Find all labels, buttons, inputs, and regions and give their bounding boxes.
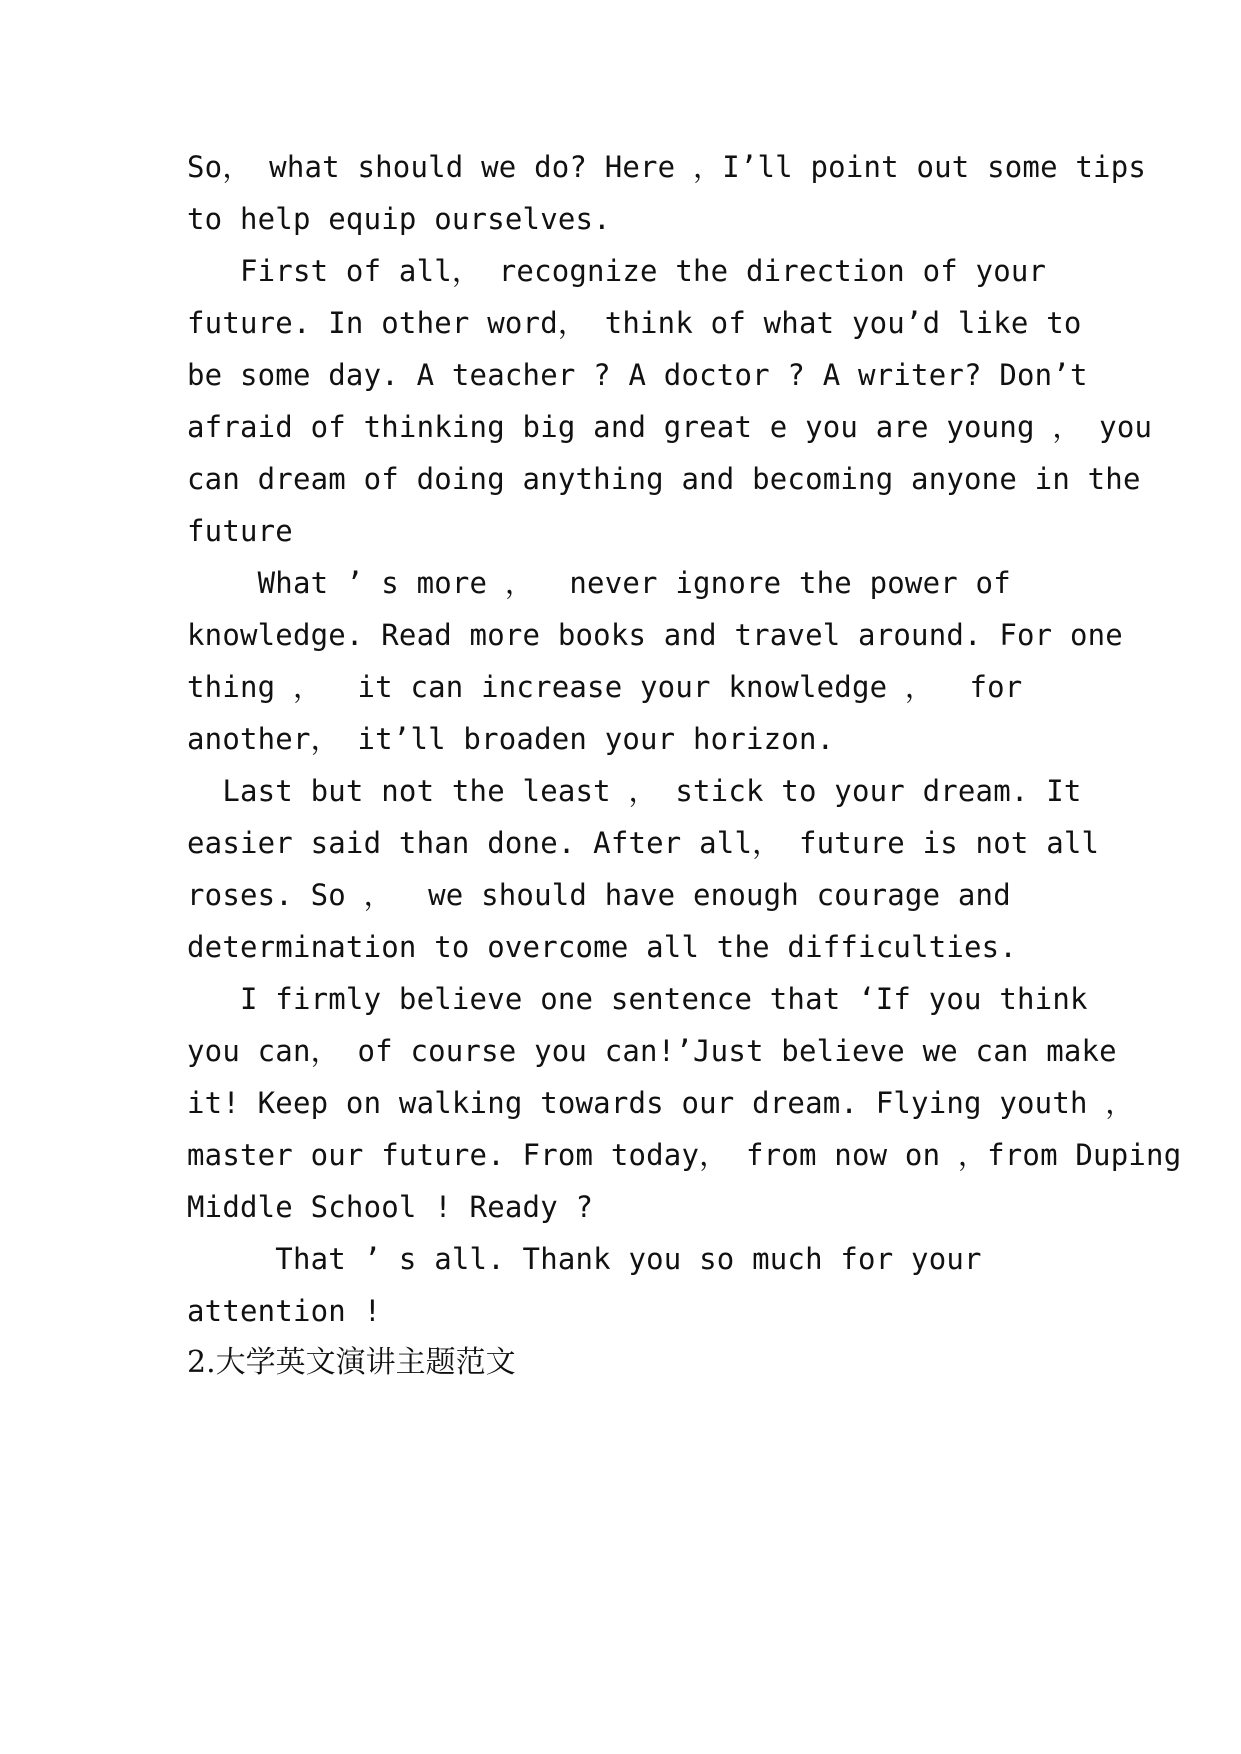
text-line: it! Keep on walking towards our dream. Flying youth ， bbox=[187, 1086, 1135, 1120]
text-line: be some day. A teacher ? A doctor ? A writer? Don’t bbox=[187, 358, 1088, 392]
section-heading: 2.大学英文演讲主题范文 bbox=[187, 1345, 516, 1380]
text-line: So， what should we do? Here ，I’ll point out some tips bbox=[187, 150, 1147, 184]
text-line: I firmly believe one sentence that ‘If you think bbox=[187, 982, 1088, 1016]
text-line: roses. So ， we should have enough courage and bbox=[187, 878, 1011, 912]
text-line: What ’ s more ， never ignore the power of bbox=[187, 566, 1011, 600]
text-line: master our future. From today， from now on ，from Duping bbox=[187, 1138, 1182, 1172]
text-line: future bbox=[187, 514, 293, 548]
text-line: First of all， recognize the direction of your bbox=[187, 254, 1047, 288]
text-line: determination to overcome all the difficulties. bbox=[187, 930, 1017, 964]
text-line: another， it’ll broaden your horizon. bbox=[187, 722, 835, 756]
text-line: to help equip ourselves. bbox=[187, 202, 611, 236]
text-line: knowledge. Read more books and travel around. For one bbox=[187, 618, 1123, 652]
text-line: Last but not the least ， stick to your dream. It bbox=[187, 774, 1082, 808]
text-line: Middle School ! Ready ? bbox=[187, 1190, 594, 1224]
text-line: easier said than done. After all， future is not all bbox=[187, 826, 1100, 860]
text-line: attention ! bbox=[187, 1294, 382, 1328]
text-line: can dream of doing anything and becoming anyone in the bbox=[187, 462, 1141, 496]
text-line: you can， of course you can!’Just believe we can make bbox=[187, 1034, 1117, 1068]
text-line: afraid of thinking big and great e you are young ， you bbox=[187, 410, 1153, 444]
text-line: thing ， it can increase your knowledge ， for bbox=[187, 670, 1023, 704]
text-line: future. In other word， think of what you’d like to bbox=[187, 306, 1082, 340]
text-line: That ’ s all. Thank you so much for your bbox=[187, 1242, 982, 1276]
